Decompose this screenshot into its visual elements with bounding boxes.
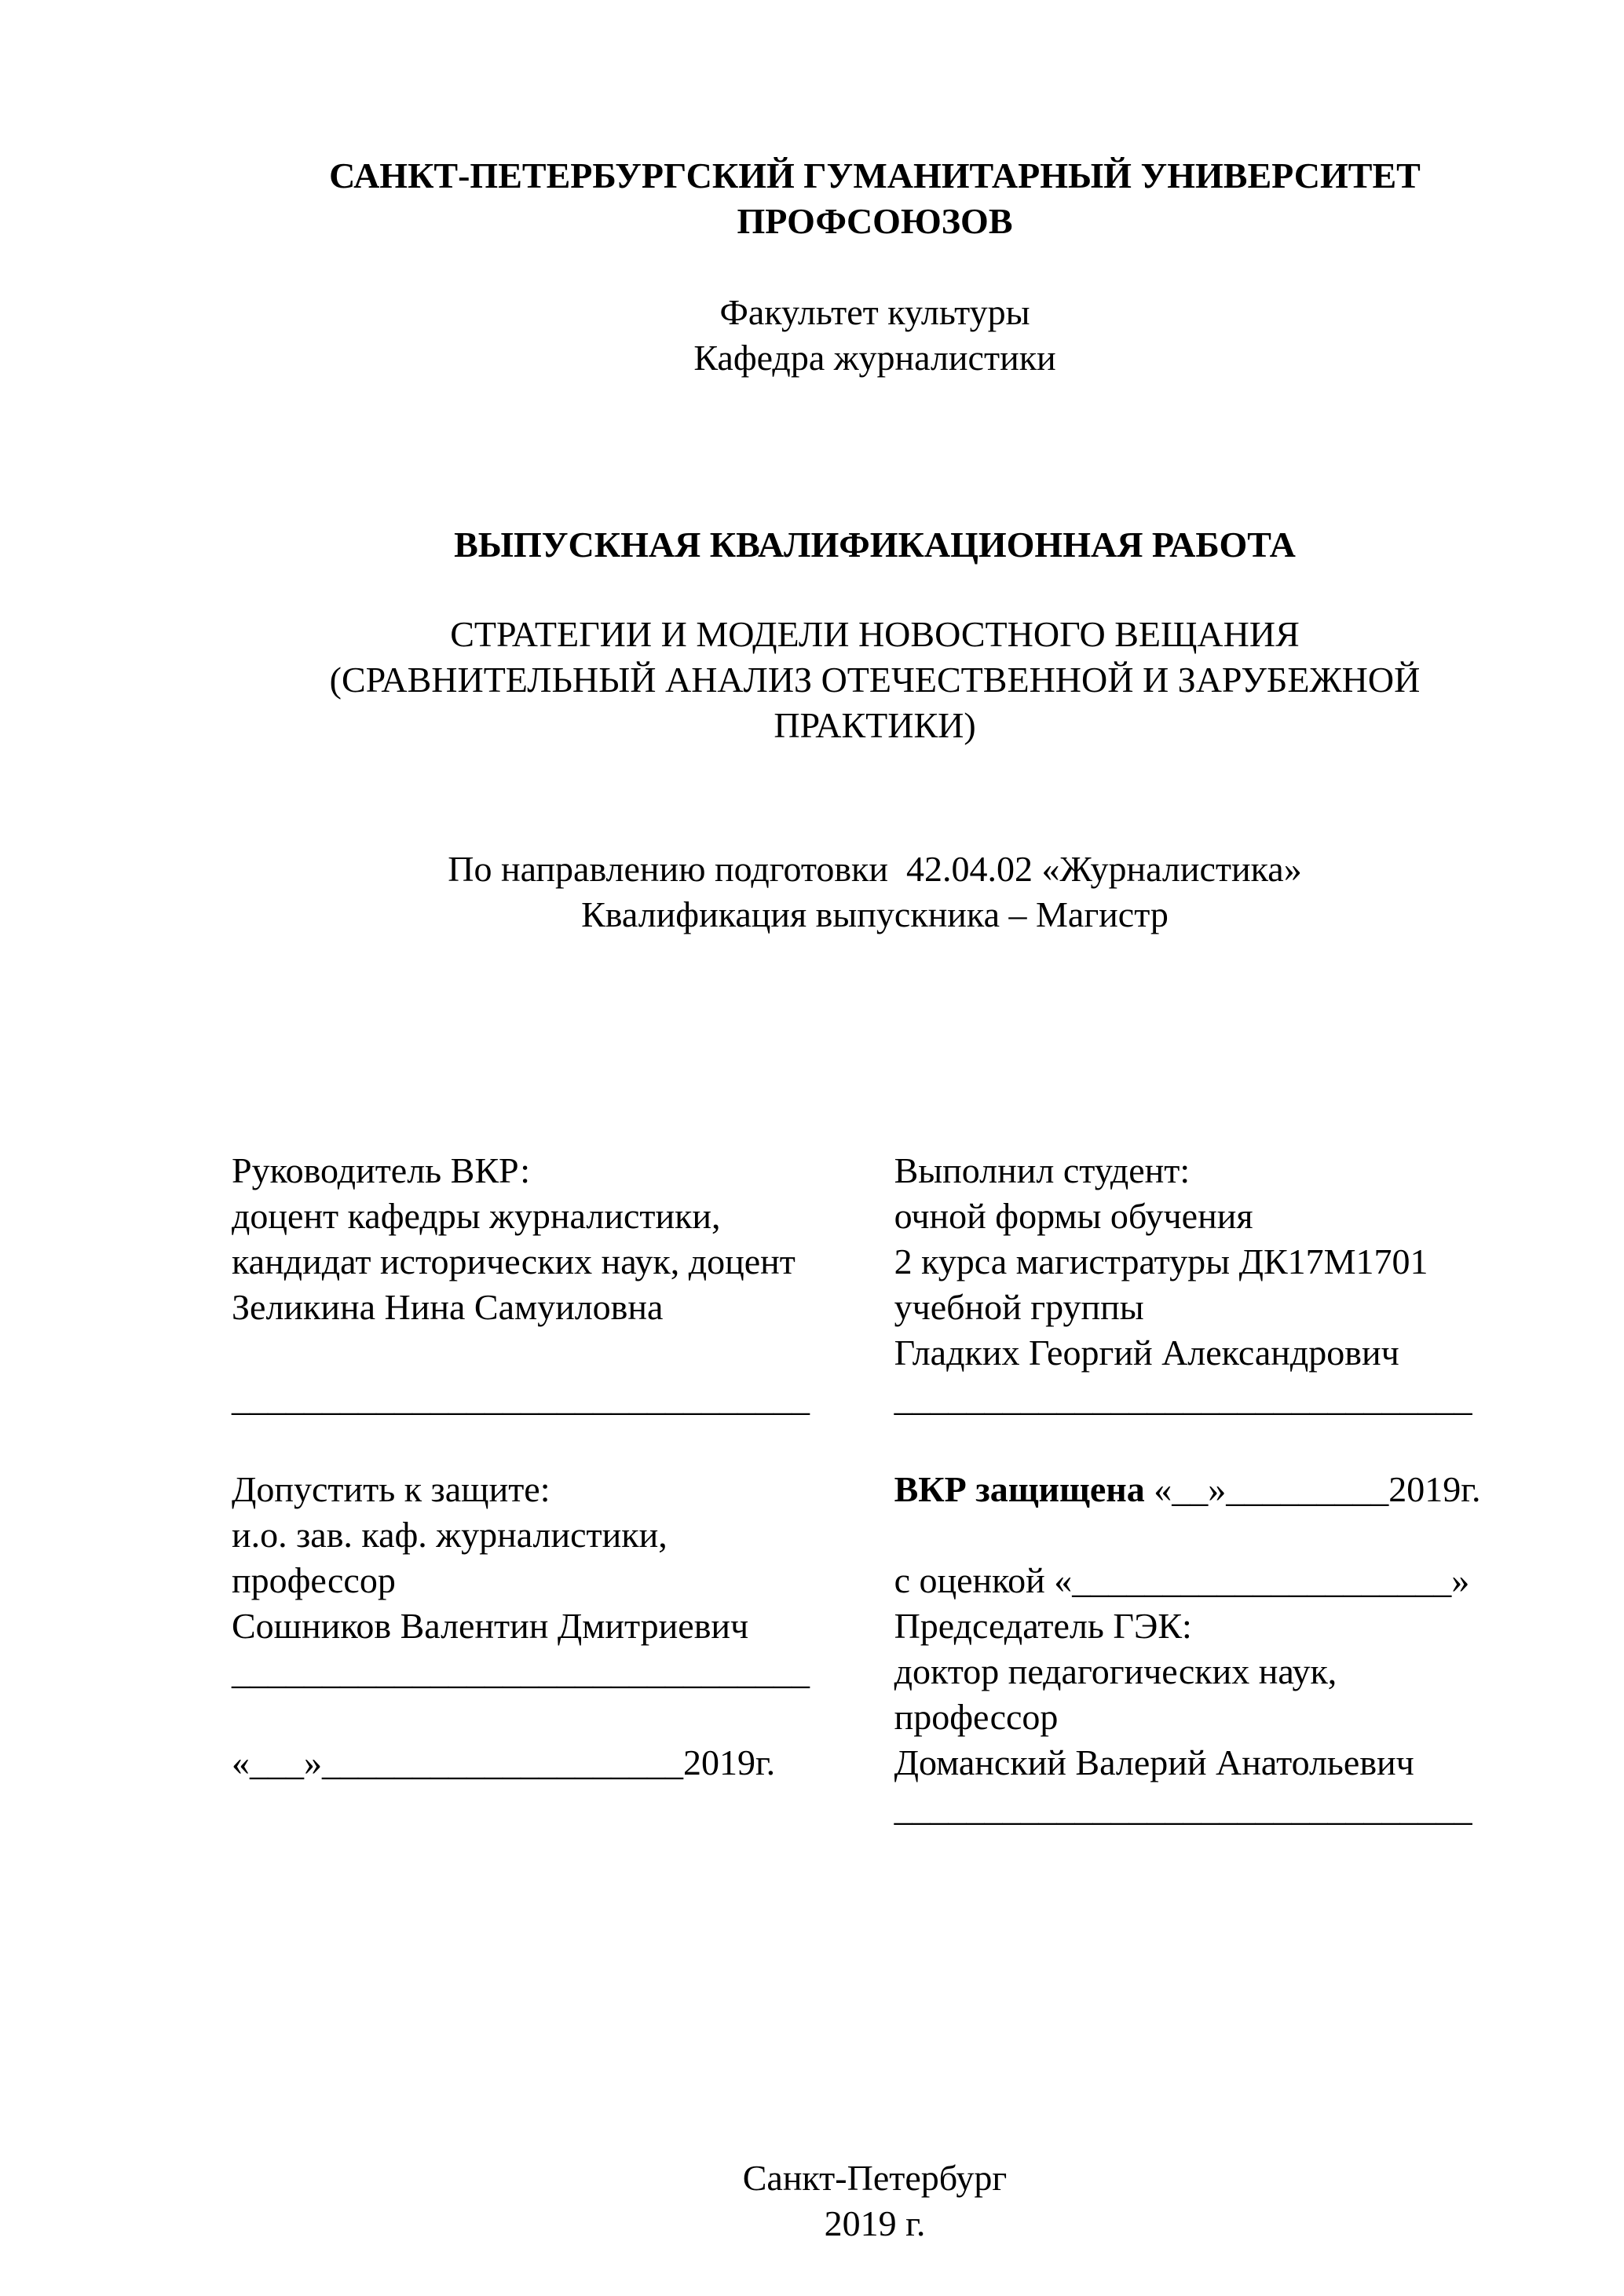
admission-label: Допустить к защите: bbox=[232, 1469, 550, 1509]
student-label: Выполнил студент: bbox=[894, 1150, 1191, 1190]
admission-position-2: профессор bbox=[232, 1560, 396, 1600]
footer bbox=[232, 2155, 1518, 2247]
defense-status-rest: «__»_________2019г. bbox=[1144, 1469, 1481, 1509]
student-name: Гладких Георгий Александрович bbox=[894, 1333, 1399, 1373]
left-column bbox=[232, 1148, 855, 1786]
department-name: Кафедра журналистики bbox=[693, 338, 1056, 378]
university-name-line-1: САНКТ-ПЕТЕРБУРГСКИЙ ГУМАНИТАРНЫЙ УНИВЕРСИТЕТ bbox=[329, 155, 1421, 196]
supervisor-position-2: кандидат исторических наук, доцент bbox=[232, 1241, 796, 1281]
admission-position-1: и.о. зав. каф. журналистики, bbox=[232, 1515, 668, 1555]
admission-signature-line: ________________________________ bbox=[232, 1651, 810, 1691]
chairman-position-1: доктор педагогических наук, bbox=[894, 1651, 1337, 1691]
study-direction: По направлению подготовки 42.04.02 «Журналистика» bbox=[448, 849, 1302, 889]
admission-name: Сошников Валентин Дмитриевич bbox=[232, 1606, 749, 1646]
student-signature-line: ________________________________ bbox=[894, 1378, 1472, 1418]
student-info-2: 2 курса магистратуры ДК17М1701 bbox=[894, 1241, 1428, 1281]
defense-status-bold: ВКР защищена bbox=[894, 1469, 1145, 1509]
right-column bbox=[894, 1148, 1518, 1831]
line-spacer bbox=[894, 1421, 1518, 1467]
footer-city: Санкт-Петербург bbox=[742, 2158, 1008, 2198]
defense-grade-line: с оценкой «_____________________» bbox=[894, 1560, 1470, 1600]
chairman-signature-line: ________________________________ bbox=[894, 1788, 1472, 1828]
supervisor-name: Зеликина Нина Самуиловна bbox=[232, 1287, 664, 1327]
supervisor-position-1: доцент кафедры журналистики, bbox=[232, 1196, 721, 1236]
work-type-heading: ВЫПУСКНАЯ КВАЛИФИКАЦИОННАЯ РАБОТА bbox=[454, 525, 1296, 565]
line-spacer bbox=[232, 1695, 855, 1740]
student-info-1: очной формы обучения bbox=[894, 1196, 1253, 1236]
gek-chairman-label: Председатель ГЭК: bbox=[894, 1606, 1192, 1646]
signature-section bbox=[232, 1148, 1518, 1831]
defense-status-line bbox=[894, 1467, 1518, 1512]
student-info-3: учебной группы bbox=[894, 1287, 1144, 1327]
line-spacer bbox=[894, 1512, 1518, 1558]
university-name-line-2: ПРОФСОЮЗОВ bbox=[737, 201, 1013, 241]
thesis-title-line-1: СТРАТЕГИИ И МОДЕЛИ НОВОСТНОГО ВЕЩАНИЯ bbox=[450, 614, 1300, 654]
footer-year: 2019 г. bbox=[824, 2203, 926, 2243]
supervisor-label: Руководитель ВКР: bbox=[232, 1150, 531, 1190]
qualification: Квалификация выпускника – Магистр bbox=[581, 894, 1169, 934]
chairman-position-2: профессор bbox=[894, 1697, 1059, 1737]
admission-date-line: «___»____________________2019г. bbox=[232, 1742, 776, 1782]
line-spacer bbox=[232, 1330, 855, 1376]
faculty-name: Факультет культуры bbox=[719, 292, 1030, 332]
chairman-name: Доманский Валерий Анатольевич bbox=[894, 1742, 1414, 1782]
line-spacer bbox=[232, 1421, 855, 1467]
thesis-title-line-3: ПРАКТИКИ) bbox=[774, 705, 976, 745]
thesis-title-line-2: (СРАВНИТЕЛЬНЫЙ АНАЛИЗ ОТЕЧЕСТВЕННОЙ И ЗАРУБЕЖНОЙ bbox=[329, 660, 1421, 700]
supervisor-signature-line: ________________________________ bbox=[232, 1378, 810, 1418]
